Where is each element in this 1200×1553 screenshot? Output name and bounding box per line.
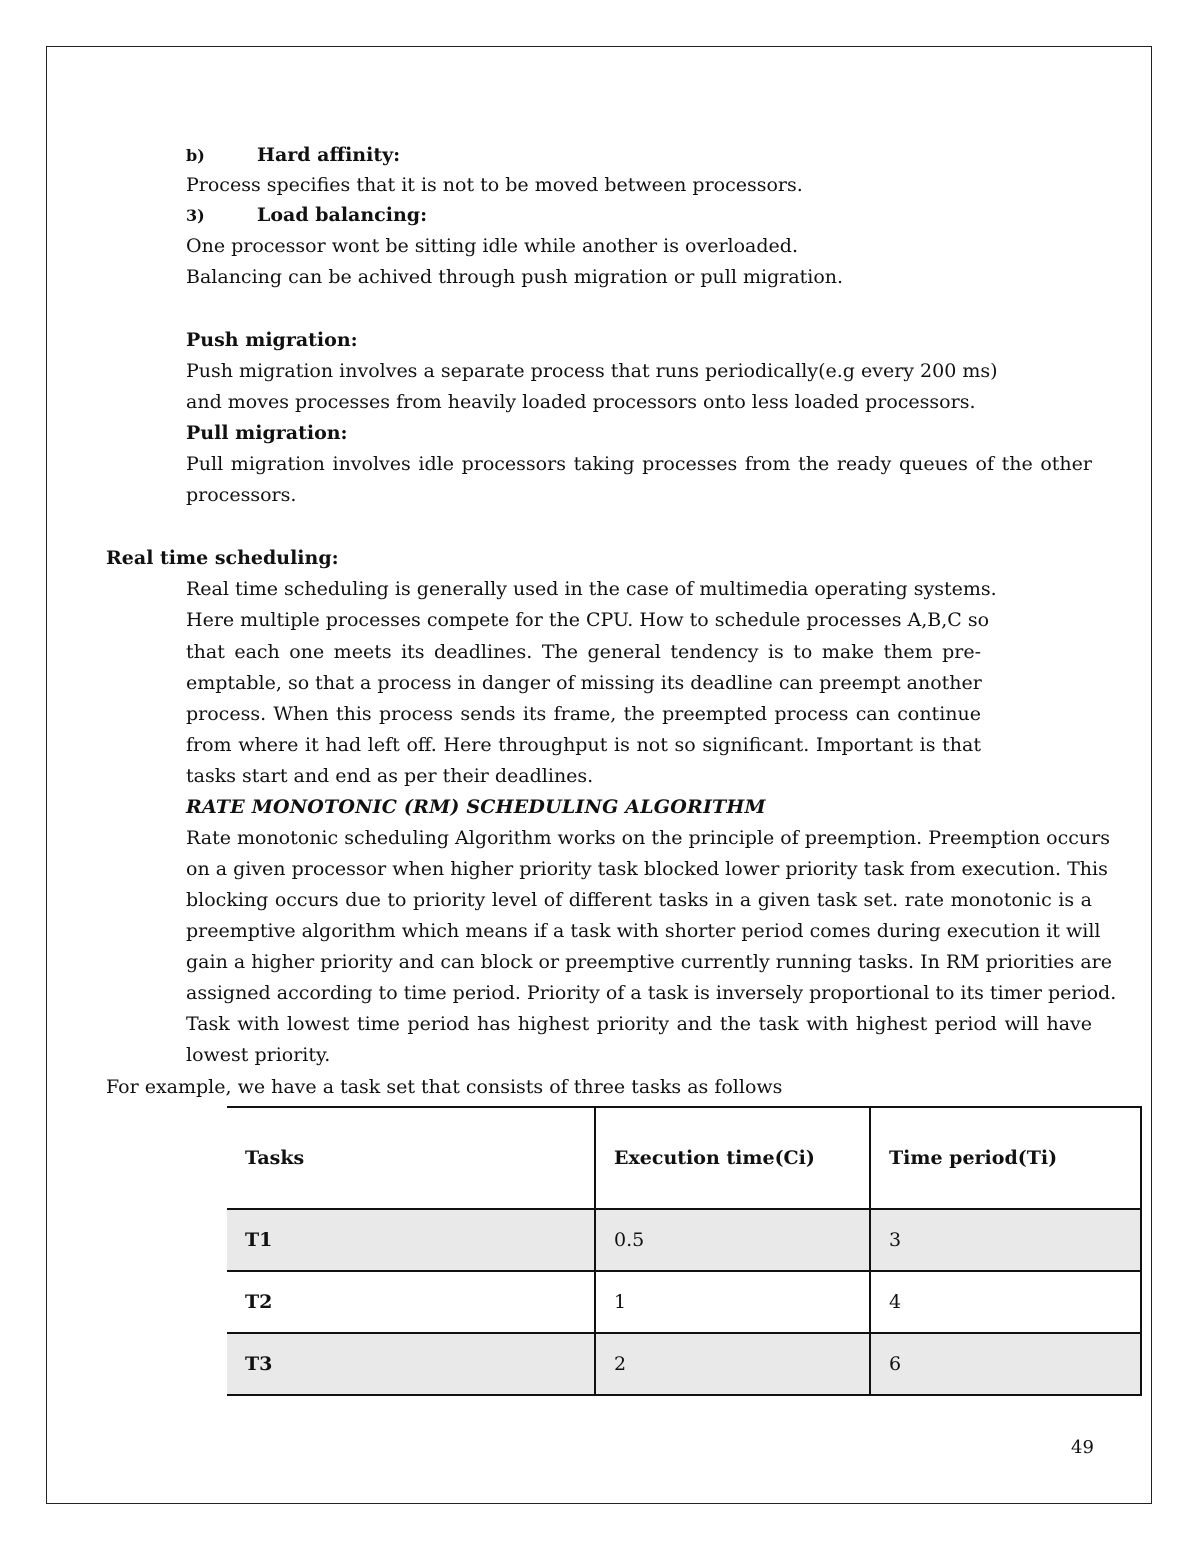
table-cell: T3 — [227, 1333, 595, 1395]
table-header-cell: Time period(Ti) — [870, 1107, 1141, 1209]
load-balancing-heading: Load balancing: — [257, 204, 428, 226]
rm-line: on a given processor when higher priority task blocked lower priority task from execution. This — [186, 858, 1108, 880]
table-cell: T2 — [227, 1271, 595, 1333]
table-header-row — [227, 1107, 1141, 1209]
load-balancing-marker: 3) — [186, 206, 205, 225]
table-cell: 2 — [595, 1333, 870, 1395]
hard-affinity-text: Process specifies that it is not to be moved between processors. — [186, 174, 803, 196]
pull-migration-line: Pull migration involves idle processors taking processes from the ready queues of the other — [186, 453, 1092, 475]
example-intro: For example, we have a task set that consists of three tasks as follows — [106, 1076, 783, 1098]
table-row — [227, 1271, 1141, 1333]
hard-affinity-marker: b) — [186, 146, 205, 165]
page-number: 49 — [1071, 1437, 1094, 1458]
real-time-line: emptable, so that a process in danger of missing its deadline can preempt another — [186, 672, 982, 694]
rm-heading: RATE MONOTONIC (RM) SCHEDULING ALGORITHM — [186, 796, 766, 818]
real-time-line: from where it had left off. Here throughput is not so significant. Important is that — [186, 734, 981, 756]
table-cell: T1 — [227, 1209, 595, 1271]
table-row — [227, 1209, 1141, 1271]
table-row — [227, 1333, 1141, 1395]
load-balancing-line: One processor wont be sitting idle while another is overloaded. — [186, 235, 798, 257]
table-cell: 4 — [870, 1271, 1141, 1333]
pull-migration-heading: Pull migration: — [186, 422, 348, 444]
real-time-heading: Real time scheduling: — [106, 547, 339, 569]
rm-line: lowest priority. — [186, 1044, 331, 1066]
table-header-cell: Tasks — [227, 1107, 595, 1209]
table-cell: 0.5 — [595, 1209, 870, 1271]
rm-line: Rate monotonic scheduling Algorithm works on the principle of preemption. Preemption occurs — [186, 827, 1110, 849]
pull-migration-line: processors. — [186, 484, 297, 506]
table-header-cell: Execution time(Ci) — [595, 1107, 870, 1209]
table-cell: 1 — [595, 1271, 870, 1333]
rm-line: blocking occurs due to priority level of different tasks in a given task set. rate monotonic is a — [186, 889, 1092, 911]
hard-affinity-heading: Hard affinity: — [257, 144, 401, 166]
push-migration-line: and moves processes from heavily loaded processors onto less loaded processors. — [186, 391, 976, 413]
rm-line: assigned according to time period. Priority of a task is inversely proportional to its timer period. — [186, 982, 1117, 1004]
rm-line: preemptive algorithm which means if a task with shorter period comes during execution it will — [186, 920, 1101, 942]
table-cell: 6 — [870, 1333, 1141, 1395]
real-time-line: that each one meets its deadlines. The general tendency is to make them pre- — [186, 641, 981, 663]
rm-line: Task with lowest time period has highest priority and the task with highest period will have — [186, 1013, 1092, 1035]
push-migration-line: Push migration involves a separate process that runs periodically(e.g every 200 ms) — [186, 360, 998, 382]
real-time-line: Here multiple processes compete for the CPU. How to schedule processes A,B,C so — [186, 609, 990, 631]
real-time-line: Real time scheduling is generally used in the case of multimedia operating systems. — [186, 578, 997, 600]
table-cell: 3 — [870, 1209, 1141, 1271]
load-balancing-line: Balancing can be achived through push migration or pull migration. — [186, 266, 844, 288]
real-time-line: tasks start and end as per their deadlines. — [186, 765, 594, 787]
real-time-line: process. When this process sends its frame, the preempted process can continue — [186, 703, 981, 725]
task-table — [227, 1106, 1142, 1396]
push-migration-heading: Push migration: — [186, 329, 358, 351]
rm-line: gain a higher priority and can block or preemptive currently running tasks. In RM priorities are — [186, 951, 1112, 973]
